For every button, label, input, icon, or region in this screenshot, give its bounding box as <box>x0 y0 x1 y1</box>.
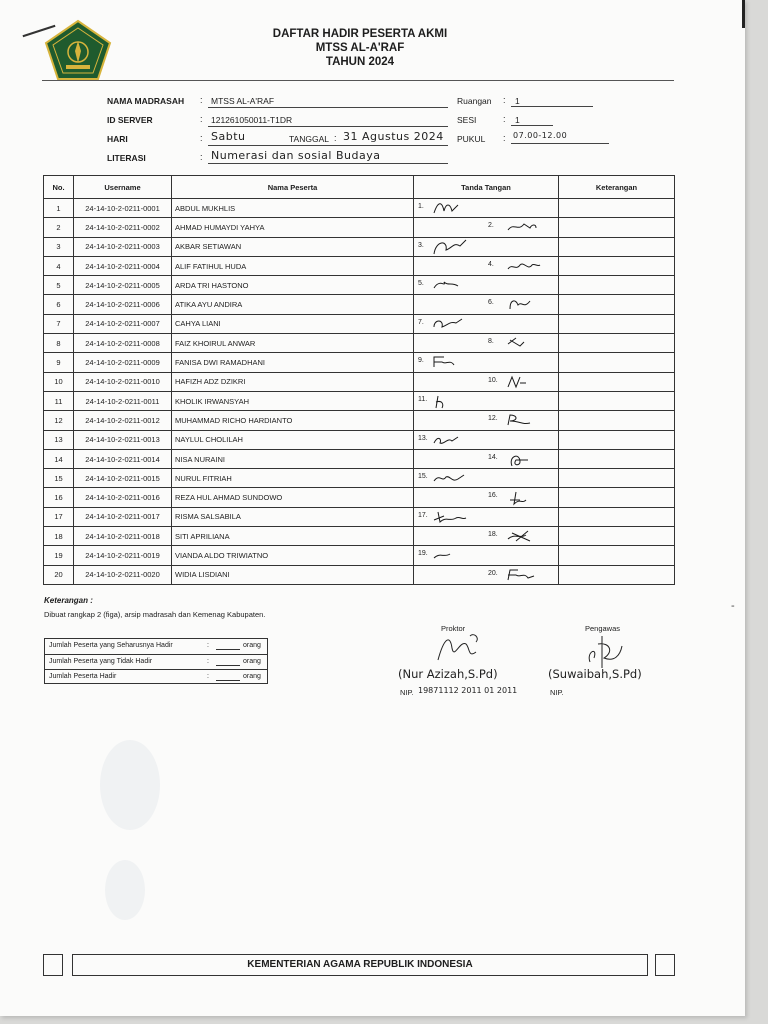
row-username: 24-14-10-2-0211-0017 <box>74 507 172 526</box>
signature-number: 10. <box>488 376 498 384</box>
nama-madrasah-label: NAMA MADRASAH <box>107 96 185 106</box>
row-participant-name: ATIKA AYU ANDIRA <box>172 295 414 314</box>
participant-signature-icon <box>432 392 470 410</box>
summary-label: Jumlah Peserta yang Seharusnya Hadir <box>49 642 173 649</box>
col-header-tanda-tangan: Tanda Tangan <box>414 176 559 199</box>
row-username: 24-14-10-2-0211-0015 <box>74 469 172 488</box>
signature-number: 11. <box>418 395 428 403</box>
signature-number: 19. <box>418 550 428 558</box>
hari-label: HARI <box>107 134 128 144</box>
row-number: 1 <box>44 199 74 218</box>
row-username: 24-14-10-2-0211-0002 <box>74 218 172 237</box>
row-number: 13 <box>44 430 74 449</box>
row-username: 24-14-10-2-0211-0009 <box>74 353 172 372</box>
row-participant-name: REZA HUL AHMAD SUNDOWO <box>172 488 414 507</box>
participant-signature-icon <box>432 469 470 487</box>
table-row <box>44 546 675 565</box>
summary-unit: orang <box>243 642 261 649</box>
header-divider <box>42 80 674 81</box>
row-number: 11 <box>44 391 74 410</box>
signature-number: 5. <box>418 280 424 288</box>
row-number: 14 <box>44 449 74 468</box>
row-participant-name: VIANDA ALDO TRIWIATNO <box>172 546 414 565</box>
stray-mark: - <box>731 600 735 612</box>
participant-signature-icon <box>432 431 470 449</box>
signature-number: 13. <box>418 434 428 442</box>
row-keterangan <box>559 353 675 372</box>
row-participant-name: AHMAD HUMAYDI YAHYA <box>172 218 414 237</box>
row-keterangan <box>559 276 675 295</box>
row-signature-cell <box>414 199 559 218</box>
participant-signature-icon <box>506 527 544 545</box>
table-row <box>44 449 675 468</box>
signature-number: 6. <box>488 299 494 307</box>
table-row <box>44 488 675 507</box>
row-signature-cell <box>414 218 559 237</box>
table-row <box>44 295 675 314</box>
row-participant-name: NISA NURAINI <box>172 449 414 468</box>
proktor-signature-icon <box>430 630 490 666</box>
row-keterangan <box>559 565 675 584</box>
participant-signature-icon <box>432 508 470 526</box>
row-number: 18 <box>44 527 74 546</box>
row-participant-name: NAYLUL CHOLILAH <box>172 430 414 449</box>
col-header-username: Username <box>74 176 172 199</box>
signature-number: 12. <box>488 415 498 423</box>
row-username: 24-14-10-2-0211-0013 <box>74 430 172 449</box>
year-title: TAHUN 2024 <box>325 56 395 68</box>
row-signature-cell <box>414 276 559 295</box>
row-username: 24-14-10-2-0211-0019 <box>74 546 172 565</box>
row-participant-name: FANISA DWI RAMADHANI <box>172 353 414 372</box>
pukul-value: 07.00-12.00 <box>513 131 568 140</box>
signature-number: 7. <box>418 318 424 326</box>
summary-unit: orang <box>243 673 261 681</box>
row-participant-name: HAFIZH ADZ DZIKRI <box>172 372 414 391</box>
row-keterangan <box>559 488 675 507</box>
signature-number: 3. <box>418 241 424 249</box>
row-keterangan <box>559 527 675 546</box>
table-row <box>44 256 675 275</box>
row-number: 12 <box>44 411 74 430</box>
participant-signature-icon <box>432 199 470 217</box>
row-keterangan <box>559 334 675 353</box>
row-keterangan <box>559 295 675 314</box>
pengawas-name: (Suwaibah,S.Pd) <box>548 667 642 681</box>
row-username: 24-14-10-2-0211-0008 <box>74 334 172 353</box>
participant-signature-icon <box>506 218 544 236</box>
table-header-row <box>44 176 675 199</box>
table-row <box>44 391 675 410</box>
row-number: 10 <box>44 372 74 391</box>
table-row <box>44 430 675 449</box>
row-signature-cell <box>414 488 559 507</box>
summary-unit: orang <box>243 657 261 665</box>
row-username: 24-14-10-2-0211-0007 <box>74 314 172 333</box>
col-header-no: No. <box>44 176 74 199</box>
row-participant-name: NURUL FITRIAH <box>172 469 414 488</box>
scan-edge-mark <box>742 0 745 28</box>
attendance-table-body <box>44 199 675 585</box>
row-signature-cell <box>414 469 559 488</box>
notes-title: Keterangan : <box>44 596 93 605</box>
table-row <box>44 353 675 372</box>
hari-value: Sabtu <box>211 130 246 143</box>
table-row <box>44 372 675 391</box>
footer-box-right <box>655 954 675 976</box>
notes-text: Dibuat rangkap 2 (figa), arsip madrasah dan Kemenag Kabupaten. <box>44 610 266 619</box>
row-signature-cell <box>414 507 559 526</box>
sesi-value: 1 <box>515 115 520 125</box>
attendance-summary-box <box>44 638 268 684</box>
nama-madrasah-value: MTSS AL-A'RAF <box>211 96 275 106</box>
tanggal-value: 31 Agustus 2024 <box>343 130 444 143</box>
row-username: 24-14-10-2-0211-0005 <box>74 276 172 295</box>
table-row <box>44 218 675 237</box>
participant-signature-icon <box>432 315 470 333</box>
sesi-label: SESI <box>457 115 477 125</box>
row-number: 8 <box>44 334 74 353</box>
participant-signature-icon <box>432 546 470 564</box>
row-signature-cell <box>414 565 559 584</box>
table-row <box>44 507 675 526</box>
row-participant-name: ARDA TRI HASTONO <box>172 276 414 295</box>
row-number: 9 <box>44 353 74 372</box>
signature-number: 15. <box>418 473 428 481</box>
row-signature-cell <box>414 411 559 430</box>
row-participant-name: AKBAR SETIAWAN <box>172 237 414 256</box>
row-username: 24-14-10-2-0211-0001 <box>74 199 172 218</box>
proktor-nip-value: 19871112 2011 01 2011 <box>418 686 518 695</box>
summary-blank <box>216 665 240 666</box>
table-row <box>44 469 675 488</box>
row-keterangan <box>559 314 675 333</box>
signature-number: 17. <box>418 511 428 519</box>
row-signature-cell <box>414 372 559 391</box>
signature-number: 20. <box>488 569 498 577</box>
row-number: 17 <box>44 507 74 526</box>
row-username: 24-14-10-2-0211-0003 <box>74 237 172 256</box>
row-participant-name: RISMA SALSABILA <box>172 507 414 526</box>
participant-signature-icon <box>506 334 544 352</box>
doc-title: DAFTAR HADIR PESERTA AKMI <box>272 28 448 40</box>
row-username: 24-14-10-2-0211-0016 <box>74 488 172 507</box>
row-number: 15 <box>44 469 74 488</box>
summary-label: Jumlah Peserta Hadir <box>49 673 117 681</box>
signature-number: 16. <box>488 492 498 500</box>
pengawas-signature-icon <box>580 632 630 672</box>
row-username: 24-14-10-2-0211-0010 <box>74 372 172 391</box>
row-keterangan <box>559 430 675 449</box>
row-participant-name: ALIF FATIHUL HUDA <box>172 256 414 275</box>
row-keterangan <box>559 372 675 391</box>
row-username: 24-14-10-2-0211-0012 <box>74 411 172 430</box>
summary-row: Jumlah Peserta yang Seharusnya Hadir : orang <box>45 639 267 655</box>
school-name-title: MTSS AL-A'RAF <box>315 42 405 54</box>
row-signature-cell <box>414 237 559 256</box>
proktor-label: Proktor <box>441 624 466 633</box>
row-number: 6 <box>44 295 74 314</box>
summary-blank <box>216 680 240 681</box>
kemenag-logo-icon <box>44 19 112 81</box>
row-signature-cell <box>414 391 559 410</box>
row-keterangan <box>559 256 675 275</box>
col-header-keterangan: Keterangan <box>559 176 675 199</box>
participant-signature-icon <box>506 566 544 584</box>
row-signature-cell <box>414 295 559 314</box>
row-signature-cell <box>414 449 559 468</box>
table-row <box>44 314 675 333</box>
row-username: 24-14-10-2-0211-0014 <box>74 449 172 468</box>
row-keterangan <box>559 199 675 218</box>
participant-signature-icon <box>506 450 544 468</box>
table-row <box>44 237 675 256</box>
row-number: 16 <box>44 488 74 507</box>
table-row <box>44 199 675 218</box>
row-signature-cell <box>414 353 559 372</box>
participant-signature-icon <box>506 257 544 275</box>
row-keterangan <box>559 218 675 237</box>
participant-signature-icon <box>506 488 544 506</box>
row-participant-name: ABDUL MUKHLIS <box>172 199 414 218</box>
literasi-label: LITERASI <box>107 153 146 163</box>
table-row <box>44 334 675 353</box>
summary-row: Jumlah Peserta yang Tidak Hadir : orang <box>45 655 267 671</box>
row-participant-name: CAHYA LIANI <box>172 314 414 333</box>
row-signature-cell <box>414 334 559 353</box>
footer-ministry: KEMENTERIAN AGAMA REPUBLIK INDONESIA <box>72 954 648 976</box>
row-number: 2 <box>44 218 74 237</box>
row-keterangan <box>559 411 675 430</box>
proktor-name: (Nur Azizah,S.Pd) <box>398 667 498 681</box>
participant-signature-icon <box>432 276 470 294</box>
row-keterangan <box>559 469 675 488</box>
row-keterangan <box>559 546 675 565</box>
attendance-table <box>43 175 675 585</box>
summary-blank <box>216 649 240 650</box>
row-signature-cell <box>414 256 559 275</box>
literasi-value: Numerasi dan sosial Budaya <box>211 149 381 162</box>
signature-number: 1. <box>418 203 424 210</box>
participant-signature-icon <box>506 373 544 391</box>
table-row <box>44 565 675 584</box>
row-signature-cell <box>414 314 559 333</box>
row-participant-name: FAIZ KHOIRUL ANWAR <box>172 334 414 353</box>
row-keterangan <box>559 391 675 410</box>
tanggal-label: TANGGAL <box>289 134 329 144</box>
row-participant-name: KHOLIK IRWANSYAH <box>172 391 414 410</box>
ruangan-value: 1 <box>515 96 520 106</box>
participant-signature-icon <box>506 295 544 313</box>
ruangan-label: Ruangan <box>457 96 492 106</box>
row-signature-cell <box>414 430 559 449</box>
signature-number: 4. <box>488 260 494 268</box>
row-keterangan <box>559 237 675 256</box>
row-number: 5 <box>44 276 74 295</box>
summary-row: Jumlah Peserta Hadir : orang <box>49 673 261 681</box>
id-server-label: ID SERVER <box>107 115 153 125</box>
signature-number: 14. <box>488 453 498 461</box>
row-signature-cell <box>414 527 559 546</box>
signature-number: 2. <box>488 222 494 230</box>
row-participant-name: WIDIA LISDIANI <box>172 565 414 584</box>
row-keterangan <box>559 449 675 468</box>
row-number: 3 <box>44 237 74 256</box>
table-row <box>44 527 675 546</box>
footer-box-left <box>43 954 63 976</box>
participant-signature-icon <box>432 238 470 256</box>
row-number: 20 <box>44 565 74 584</box>
pengawas-label: Pengawas <box>585 624 621 633</box>
signature-number: 9. <box>418 357 424 365</box>
row-participant-name: SITI APRILIANA <box>172 527 414 546</box>
proktor-nip-label: NIP. <box>400 688 414 697</box>
summary-label: Jumlah Peserta yang Tidak Hadir <box>49 657 153 665</box>
row-signature-cell <box>414 546 559 565</box>
row-username: 24-14-10-2-0211-0020 <box>74 565 172 584</box>
id-server-value: 121261050011-T1DR <box>211 115 293 125</box>
row-number: 19 <box>44 546 74 565</box>
table-row <box>44 276 675 295</box>
participant-signature-icon <box>506 411 544 429</box>
row-number: 4 <box>44 256 74 275</box>
signature-number: 18. <box>488 531 498 539</box>
row-username: 24-14-10-2-0211-0004 <box>74 256 172 275</box>
pengawas-nip-label: NIP. <box>550 688 564 697</box>
row-username: 24-14-10-2-0211-0018 <box>74 527 172 546</box>
attendance-sheet: - DAFTAR HADIR PESERTA AKMI MTSS AL-A'RAF TAHUN 2024 NAMA MADRASAH : MTSS AL-A'RAF ID SERVER : 121261050011-T1DR HARI : Sabtu TANGGAL : 31 Agustus 2024 LITERASI : Numerasi dan sosial Budaya Ruangan : 1 SESI : 1 PUKUL : 07.00-12.00 No. Username Nama Peserta Tanda Tangan Keterangan 1 24-14-10-2-0211-0001 ABDUL MUKHLIS 1. 2 24-14-10-2-0211-0002 AHMAD HUMAYDI YAHYA 2. 3 24-14-10-2-0211-0003 AKBAR SETIAWAN 3. 4 24-14-10-2-0211-0004 ALIF FATIHUL HUDA 4. 5 24-14-10-2-0211-0005 ARDA TRI HASTONO 5. 6 24-14-10-2-0211-0006 ATIKA AYU ANDIRA 6. 7 24-14-10-2-0211-0007 CAHYA LIANI 7. 8 24-14-10-2-0211-0008 FAIZ KHOIRUL ANWAR 8. 9 24-14-10-2-0211-0009 FANISA DWI RAMADHANI 9. 10 24-14-10-2-0211-0010 HAFIZH ADZ DZIKRI 10. 11 24-14-10-2-0211-0011 KHOLIK IRWANSYAH 11. 12 24-14-10-2-0211-0012 MUHAMMAD RICHO HARDIANTO 12. 13 24-14-10-2-0211-0013 NAYLUL CHOLILAH 13. 14 24-14-10-2-0211-0014 NISA NURAINI 14. 15 24-14-10-2-0211-0015 NURUL FITRIAH 15. 16 24-14-10-2-0211-0016 REZA HUL AHMAD SUNDOWO 16. 17 24-14-10-2-0211-0017 RISMA SALSABILA 17. 18 24-14-10-2-0211-0018 SITI APRILIANA 18. 19 24-14-10-2-0211-0019 VIANDA ALDO TRIWIATNO 19. 20 24-14-10-2-0211-0020 WIDIA LISDIANI 20. Keterangan : Dibuat rangkap 2 (figa), arsip madrasah dan Kemenag Kabupaten. Jumlah Peserta yang Seharusnya Hadir : orang Jumlah Peserta yang Tidak Hadir : orang Jumlah Peserta Hadir : orang Proktor (Nur Azizah,S.Pd) NIP. 19871112 2011 01 2011 Pengawas (Suwaibah,S.Pd) NIP. KEMENTERIAN AGAMA REPUBLIK INDONESIA <box>0 0 745 1016</box>
row-keterangan <box>559 507 675 526</box>
table-row <box>44 411 675 430</box>
participant-signature-icon <box>432 353 470 371</box>
row-username: 24-14-10-2-0211-0006 <box>74 295 172 314</box>
row-username: 24-14-10-2-0211-0011 <box>74 391 172 410</box>
signature-number: 8. <box>488 338 494 346</box>
row-participant-name: MUHAMMAD RICHO HARDIANTO <box>172 411 414 430</box>
pukul-label: PUKUL <box>457 134 486 144</box>
row-number: 7 <box>44 314 74 333</box>
col-header-nama-peserta: Nama Peserta <box>172 176 414 199</box>
